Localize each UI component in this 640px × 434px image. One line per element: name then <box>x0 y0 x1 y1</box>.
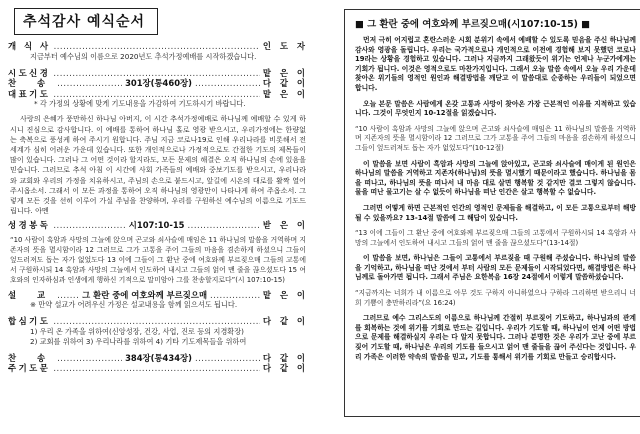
item-label: 개 식 사 <box>8 41 51 51</box>
item-label: 성경봉독 <box>8 220 51 231</box>
item-creed <box>8 68 308 79</box>
item-leader: 맡 은 이 <box>262 88 308 99</box>
dot-leader <box>53 89 260 100</box>
hymn-number: 384장(통434장) <box>125 352 192 363</box>
dot-leader <box>54 41 260 52</box>
scripture-text: “10 사람이 흑암과 사망의 그늘에 앉으며 곤고와 쇠사슬에 매임은 11 하나님의 말씀을 거역하며 지존자의 뜻을 멸시함이라 12 그러므로 그가 고통을 주어 그들의 마음을 겸손하게 하셨으니 그들이 엎드러져도 돕는 자가 없었도다 13 이에 그들이 그 환난 중에 여호와께 부르짖으매 그들의 고통에서 구원하시되 14 흑암과 사망의 그늘에서 인도하여 내시고 그들의 얽어 맨 줄을 끊으셨도다 15 여호와의 인자하심과 인생에게 행하신 기적으로 말미암아 그를 찬송할지로다”(시 107:10-15) <box>10 236 306 284</box>
sermon-paragraph-text: 이 말씀을 보면 사람이 흑암과 사망의 그늘에 앉아있고, 곤고와 쇠사슬에 매이게 된 원인은 하나님의 말씀을 거역하고 지존자(하나님)의 뜻을 멸시했기 때문이라고 했습니다. 하나님을 몸을 떠나고, 하나님의 뜻을 떠나서 내 마음 대로 살면 행복할 것 같지만 결코 그렇지 않습니다. 물을 떠난 물고기는 살 수 없듯이 하나님을 떠난 인간은 살고 행복할 수 없습니다. <box>355 159 636 197</box>
item-leader: 다 같 이 <box>262 78 309 89</box>
sermon-heading: ■ 그 환란 중에 여호와께 부르짖으매(시107:10-15) ■ <box>355 19 591 30</box>
sermon-paragraph <box>355 204 636 223</box>
dot-leader <box>210 290 260 301</box>
sermon-paragraph-text: 오늘 본문 말씀은 사람에게 온갖 고통과 사망이 찾아온 가장 근본적인 이유를 지적하고 있습니다. 그것이 무엇인지 10-12절을 읽겠습니다. <box>355 99 636 118</box>
item-label: 주기도문 <box>8 363 51 374</box>
title-box <box>14 8 158 35</box>
sermon-paragraph <box>355 100 636 119</box>
item-label: 찬 송 <box>8 78 55 89</box>
item-leader: 다 같 이 <box>262 352 309 363</box>
item-leader: 다 같 이 <box>262 363 308 374</box>
item-hymn-1 <box>8 78 308 89</box>
sermon-note: ※ 만약 설교가 어려우신 가정은 설교내용을 함께 읽으셔도 됩니다. <box>30 300 238 310</box>
hymn-number: 301장(통460장) <box>125 78 192 89</box>
prayer-note: * 각 가정의 상황에 맞게 기도내용을 가감하여 기도하시기 바랍니다. <box>34 99 246 109</box>
item-leader: 맡 은 이 <box>262 67 308 78</box>
dot-leader <box>195 353 260 364</box>
dot-leader <box>57 78 122 89</box>
sermon-paragraph <box>355 254 636 283</box>
sermon-quote: “10 사람이 흑암과 사망의 그늘에 앉으며 곤고와 쇠사슬에 매임은 11 하나님의 말씀을 거역하며 지존자의 뜻을 멸시함이라 12 그러므로 그가 고통을 주어 그들의 마음을 겸손하게 하셨으니 그들이 엎드러져도 돕는 자가 없었도다”(10-12절) <box>355 124 636 152</box>
prayer-topics-2: 2) 교회를 위하여 3) 우리나라를 위하여 4) 기타 기도제목들을 위하여 <box>30 336 247 346</box>
prayer-text: 사랑의 은혜가 풍만하신 하나님 아버지, 이 시간 추석가정예배로 하나님께 예배할 수 있게 하시니 진심으로 감사합니다. 이 예배를 통하여 하나님 홀로 영광 받으시고, 우리가정에는 한량없는 축복으로 풍성케 하여 주시기 원합니다. 주님 지금 코로나19로 인해 우리나라를 비롯해서 전 세계가 심히 어려운 가운데 있습니다. 또한 개인적으로나 가정적으로도 간절한 기도의 제목들이 많이 있습니다. 그러나 그 어떤 것이라 할지라도, 모든 문제의 해결은 오직 하나님의 손에 있음을 믿습니다. 그러므로 추석 아침 이 시간에 사회 가족들의 예배와 중보기도를 받으시고, 우리나라와 교회와 우리의 가정을 치유하시고, 주님의 손으로 붙드시고, 앞길에 시온의 대로를 활짝 열어 주시옵소서. 그래서 이 모든 과정을 통하여 오직 하나님의 영광만이 나타나게 하여 주옵소서. 그렇게 모든 것을 선히 이루어 가실 주님을 찬양하며, 우리를 구원하신 예수님의 이름으로 기도드립니다. 아멘 <box>10 114 306 216</box>
opening-note: 지금부터 예수님의 이름으로 2020년도 추석가정예배를 시작하겠습니다. <box>30 51 257 61</box>
sermon-paragraph-text: 그러면 어떻게 하면 근본적인 인간의 영적인 문제들을 해결하고, 이 모든 고통으로부터 해방될 수 있을까요? 13-14절 말씀에 그 해답이 있습니다. <box>355 203 636 222</box>
item-leader: 인 도 자 <box>262 41 308 51</box>
page-title: 추석감사 예식순서 <box>23 14 146 30</box>
item-united-prayer <box>8 316 308 327</box>
dot-leader <box>57 353 122 364</box>
item-label: 합심기도 <box>8 316 51 327</box>
dot-leader <box>53 363 260 374</box>
item-label: 시도신경 <box>8 67 51 78</box>
dot-leader <box>57 290 79 301</box>
dot-leader <box>53 220 125 231</box>
item-sermon <box>8 290 308 301</box>
sermon-paragraph <box>355 160 636 198</box>
sermon-paragraph <box>355 36 636 94</box>
sermon-paragraph-text: 이 말씀을 보면, 하나님은 그들이 고통에서 부르짖을 때 구원해 주셨습니다. 하나님의 말씀을 기억하고, 하나님을 떠난 것에서 부터 사람의 모든 문제들이 시작되었다면, 해결방법은 하나님께로 돌아가면 됩니다. 그래서 주님은 요한복음 16장 24절에서 이렇게 말씀하셨습니다. <box>355 254 636 282</box>
item-lords-prayer <box>8 363 308 374</box>
dot-leader <box>195 78 260 89</box>
dot-leader <box>53 316 260 327</box>
dot-leader <box>188 220 260 231</box>
item-representative-prayer <box>8 89 308 100</box>
sermon-box <box>344 9 640 417</box>
sermon-title: 그 환란 중에 여호와께 부르짖으매 <box>82 289 208 300</box>
item-label: 대표기도 <box>8 88 51 99</box>
item-hymn-2 <box>8 353 308 364</box>
sermon-quote: “13 이에 그들이 그 환난 중에 여호와께 부르짖으매 그들의 고통에서 구원하시되 14 흑암과 사망의 그늘에서 인도하여 내시고 그들의 얽어 맨 줄을 끊으셨도다”(13-14절) <box>355 229 636 247</box>
item-opening <box>8 41 308 52</box>
item-leader: 맡 은 이 <box>262 289 308 300</box>
sermon-quote: “지금까지는 너희가 내 이름으로 아무 것도 구하지 아니하였으나 구하라 그리하면 받으리니 너희 기쁨이 충만하리라”(요 16:24) <box>355 289 636 307</box>
item-scripture-reading <box>8 220 308 231</box>
item-label: 찬 송 <box>8 352 55 363</box>
sermon-paragraph-text: 그러므로 예수 그리스도의 이름으로 하나님께 간절히 부르짖어 기도하고, 하나님과의 관계를 회복하는 것에 위기를 기회로 만드는 길입니다. 우리가 기도할 때, 하나님이 언제 어떤 방법으로 문제를 해결하실지 우리는 다 알지 못합니다. 그러나 분명한 것은 우리가 고난 중에 부르짖어 기도할 때, 하나님은 우리의 기도를 들으시고 얽어 맨 줄들을 끊어 주신다는 것입니다. 우리 가족은 이러한 약속의 말씀을 믿고, 기도를 통해서 위기를 기회로 만들고 승리합시다. <box>355 314 636 361</box>
dot-leader <box>53 68 260 79</box>
prayer-topics-1: 1) 우리 온 가족을 위하여(신앙성장, 건강, 사업, 진로 등의 지경확장) <box>30 326 244 336</box>
item-leader: 받 은 이 <box>262 220 309 231</box>
sermon-paragraph <box>355 314 636 362</box>
sermon-paragraph-text: 먼저 극히 어지럽고 혼란스러운 시회 분위기 속에서 예배할 수 있도록 믿음을 주신 하나님께 감사와 영광을 돌립니다. 우리는 국가적으로나 개인적으로 이전에 경험해 보지 못했던 코로나19라는 상황을 경험하고 있습니다. 그러나 지금까지 그래왔듯이 위기는 언제나 누군가에게는 기회가 됩니다. 이것은 영적으로도 마찬가지입니다. 그래서 오늘 말씀 속에서 오늘 우리 가운데 찾아온 위기들의 영적인 원인과 해결방법을 깨닫고 이 말씀대로 순종하는 우리들이 되었으면 합니다. <box>355 36 636 92</box>
item-label: 설 교 <box>8 289 55 300</box>
scripture-reference: 시107:10-15 <box>128 220 185 231</box>
order-of-service <box>8 8 308 374</box>
item-leader: 다 같 이 <box>262 316 308 327</box>
